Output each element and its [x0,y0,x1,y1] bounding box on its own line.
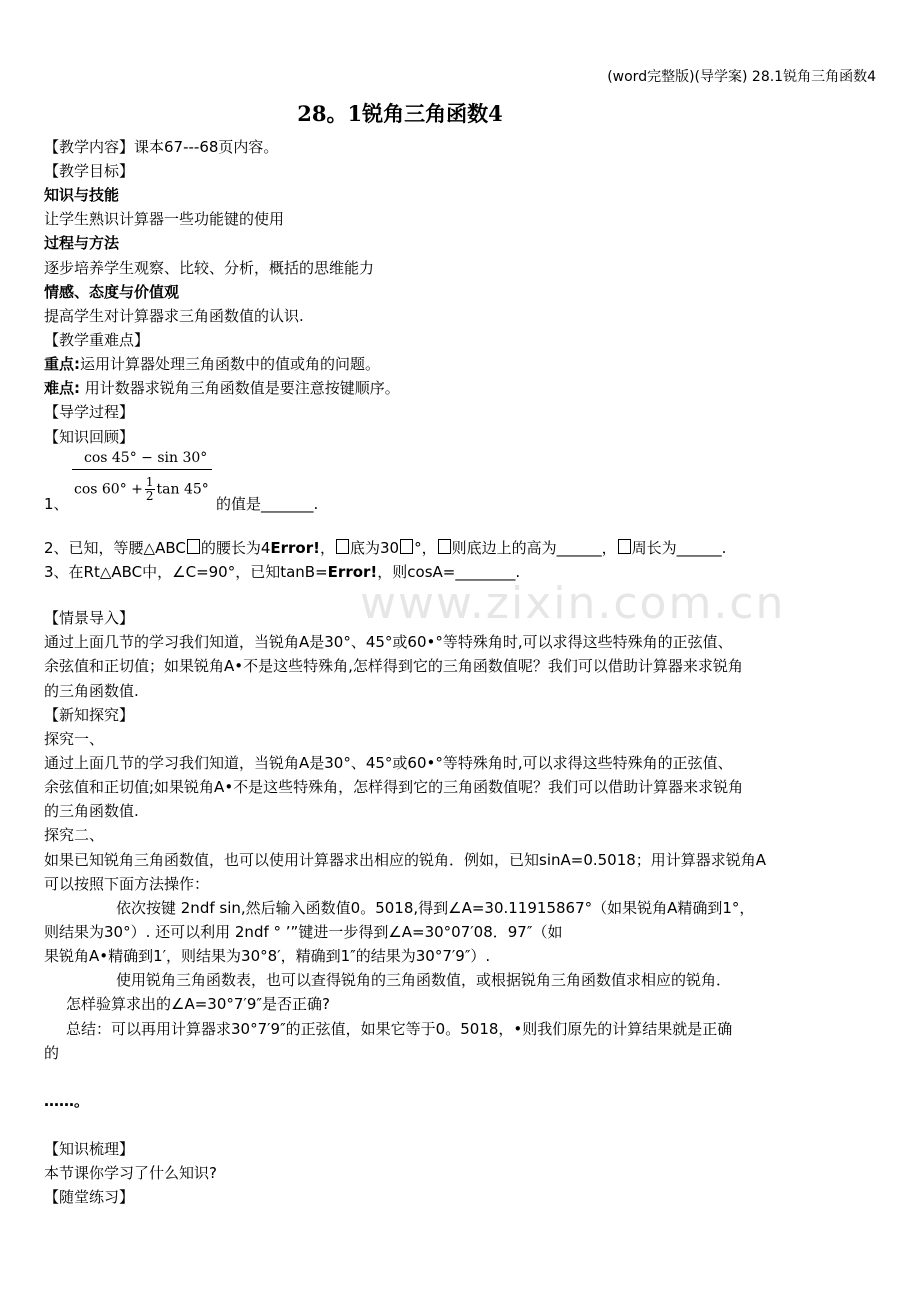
missing-glyph-box [336,539,349,554]
summary-label: 【知识梳理】 [44,1140,135,1158]
scene-paragraph-line: 的三角函数值. [44,682,139,700]
skills-text: 让学生熟识计算器一些功能键的使用 [44,210,285,228]
q2-error: Error! [270,539,320,557]
emotion-text: 提高学生对计算器求三角函数值的认识. [44,307,304,325]
q2-a: 2、已知，等腰△ABC [44,539,186,557]
process-heading: 过程与方法 [44,234,120,252]
ellipsis: ……。 [44,1092,90,1110]
summary-text: 本节课你学习了什么知识? [44,1164,217,1182]
explore-two-line: 则结果为30°）. 还可以利用 2ndf ° ’”键进一步得到∠A=30°07′08．97″（如 [44,923,563,941]
half-den: 2 [145,489,154,503]
q3-a: 3、在Rt△ABC中，∠C=90°，已知tanB= [44,563,328,581]
q2-g: 周长为______. [631,539,727,557]
q1-den-b: tan 45° [156,481,209,498]
explore-two-line: 果锐角A•精确到1′，则结果为30°8′，精确到1″的结果为30°7′9″）. [44,947,491,965]
q2-d: 底为30 [350,539,400,557]
keypoints-label: 【教学重难点】 [44,331,150,349]
process-text: 逐步培养学生观察、比较、分析，概括的思维能力 [44,259,375,277]
difficulty-line [44,378,400,398]
focus-line [44,354,380,374]
q1-suffix: 的值是_______. [216,495,319,513]
explore-two-line: 怎样验算求出的∠A=30°7′9″是否正确? [66,995,330,1013]
missing-glyph-box [438,539,451,554]
q2-line [44,538,726,558]
missing-glyph-box [400,539,413,554]
explore-two-heading: 探究二、 [44,826,105,844]
explore-label: 【新知探究】 [44,706,135,724]
missing-glyph-box [187,539,200,554]
scene-label: 【情景导入】 [44,609,135,627]
explore-two-line: 可以按照下面方法操作： [44,875,210,893]
focus-text: 运用计算器处理三角函数中的值或角的问题。 [80,355,381,373]
scene-paragraph-line: 通过上面几节的学习我们知道，当锐角A是30°、45°或60•°等特殊角时,可以求得这些特殊角的正弦值、 [44,633,733,651]
fraction-bar [72,469,212,470]
scene-paragraph-line: 余弦值和正切值；如果锐角A•不是这些特殊角,怎样得到它的三角函数值呢？我们可以借助计算器来求锐角 [44,657,743,675]
q1-den-a: cos 60° + [74,481,143,498]
q1-numerator: cos 45° − sin 30° [84,450,208,466]
q3-line [44,562,520,582]
emotion-heading: 情感、态度与价值观 [44,283,180,301]
goals-label: 【教学目标】 [44,162,135,180]
explore-two-line: 依次按键 2ndf sin,然后输入函数值0。5018,得到∠A=30.11915867°（如果锐角A精确到1°， [116,899,755,917]
q2-e: °， [414,539,437,557]
explore-two-line: 使用锐角三角函数表，也可以查得锐角的三角函数值，或根据锐角三角函数值求相应的锐角． [116,971,732,989]
guide-label: 【导学过程】 [44,403,135,421]
q2-b: 的腰长为4 [200,539,271,557]
explore-one-line: 通过上面几节的学习我们知道，当锐角A是30°、45°或60•°等特殊角时,可以求得这些特殊角的正弦值、 [44,754,733,772]
q3-b: ，则cosA=________. [377,563,521,581]
summary-sentence: 总结：可以再用计算器求30°7′9″的正弦值，如果它等于0。5018，•则我们原先的计算结果就是正确 [66,1020,733,1038]
q1-denominator [74,476,209,503]
difficulty-text: 用计数器求锐角三角函数值是要注意按键顺序。 [80,379,400,397]
missing-glyph-box [618,539,631,554]
practice-label: 【随堂练习】 [44,1188,135,1206]
half-fraction [145,476,155,503]
q2-c: ， [319,539,335,557]
explore-two-line: 如果已知锐角三角函数值，也可以使用计算器求出相应的锐角．例如，已知sinA=0.5018；用计算器求锐角A [44,851,767,869]
explore-one-line: 余弦值和正切值;如果锐角A•不是这些特殊角，怎样得到它的三角函数值呢？我们可以借助计算器来求锐角 [44,778,744,796]
focus-label: 重点: [44,355,80,373]
page-title: 28。1锐角三角函数4 [297,101,503,126]
content-line: 【教学内容】课本67---68页内容。 [44,138,279,156]
half-num: 1 [145,475,154,489]
q1-prefix: 1、 [44,495,69,513]
q2-f: 则底边上的高为______， [451,539,617,557]
summary-sentence-end: 的 [44,1044,60,1062]
review-label: 【知识回顾】 [44,428,135,446]
skills-heading: 知识与技能 [44,186,120,204]
q3-error: Error! [327,563,378,581]
difficulty-label: 难点: [44,379,80,397]
explore-one-heading: 探究一、 [44,730,105,748]
watermark: www.zixin.com.cn [360,578,786,629]
explore-one-line: 的三角函数值. [44,802,139,820]
page-header: (word完整版)(导学案) 28.1锐角三角函数4 [607,69,876,85]
